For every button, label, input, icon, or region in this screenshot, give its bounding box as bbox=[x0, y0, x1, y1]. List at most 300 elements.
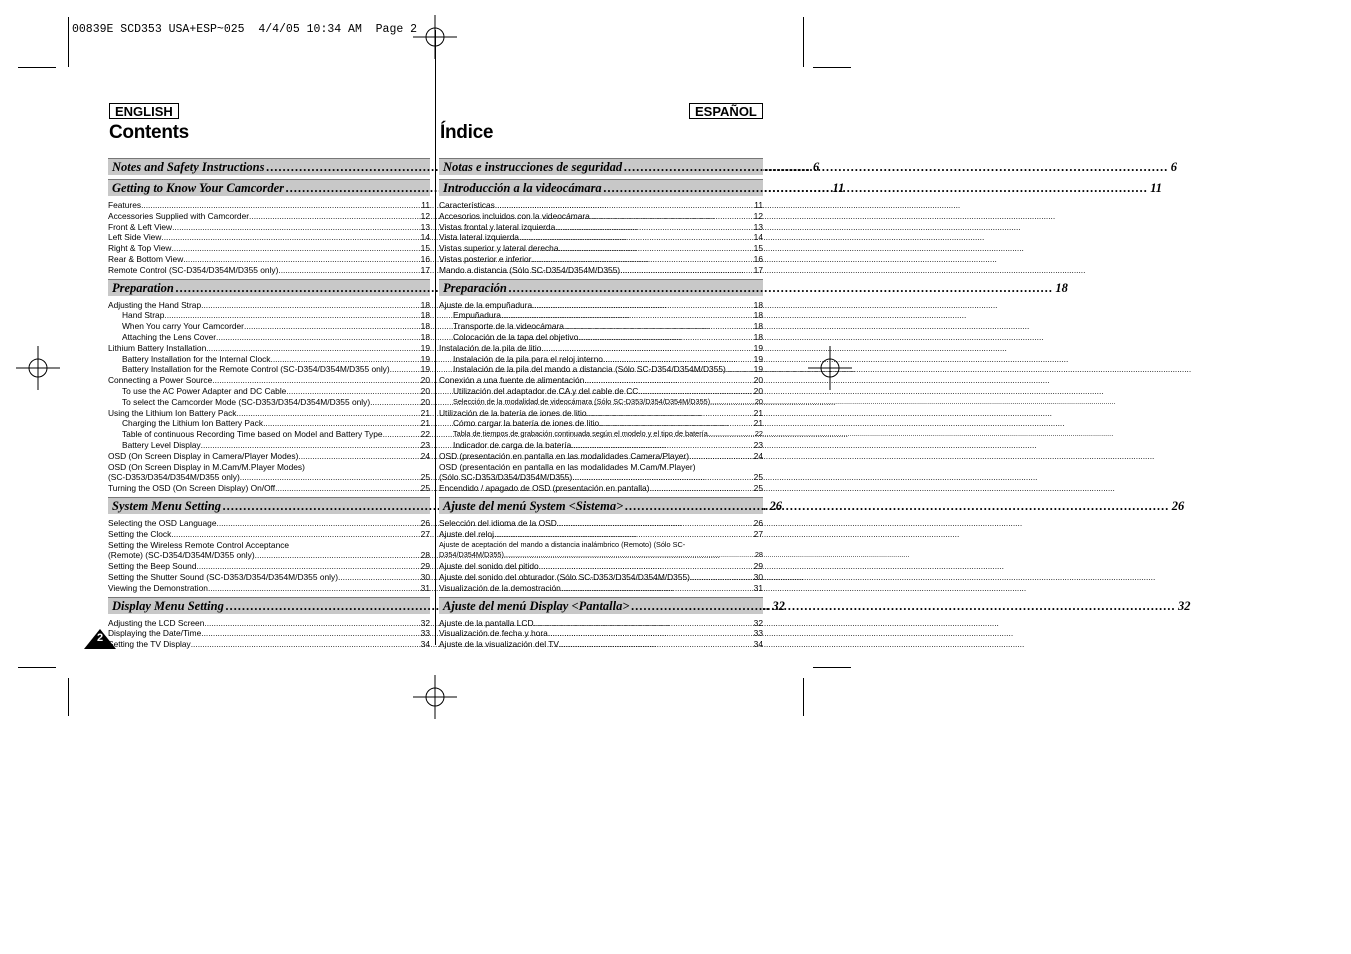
dot-leader bbox=[548, 628, 754, 639]
page-ref: 33 bbox=[420, 628, 430, 639]
entry-title: Encendido / apagado de OSD (presentación en pantalla) bbox=[439, 483, 650, 494]
toc-entry bbox=[108, 440, 430, 451]
entry-title: To select the Camcorder Mode (SC-D353/D354/D354M/D355 only) bbox=[122, 396, 371, 407]
entry-title: Preparation bbox=[112, 280, 174, 295]
page-ref: 34 bbox=[753, 639, 763, 650]
page-ref: 25 bbox=[753, 472, 763, 483]
dot-leader bbox=[624, 159, 1169, 175]
page-ref: 34 bbox=[420, 639, 430, 650]
toc-entry bbox=[439, 418, 763, 429]
entry-title: Setting the Clock bbox=[108, 528, 172, 539]
page-ref: 20 bbox=[420, 375, 430, 386]
dot-leader bbox=[504, 550, 755, 561]
dot-leader bbox=[604, 180, 1149, 196]
page-ref: 19 bbox=[753, 353, 763, 364]
entry-title: Front & Left View bbox=[108, 221, 173, 232]
registration-mark-icon bbox=[413, 15, 457, 59]
toc-entry bbox=[108, 386, 430, 397]
entry-title: Rear & Bottom View bbox=[108, 253, 184, 264]
entry-title: Selección del idioma de la OSD bbox=[439, 517, 557, 528]
dot-leader bbox=[217, 518, 421, 529]
toc-entry bbox=[439, 408, 763, 419]
toc-entry bbox=[108, 550, 430, 561]
entry-title: Empuñadura bbox=[453, 310, 501, 321]
page-ref: 30 bbox=[420, 571, 430, 582]
entry-title: Utilización del adaptador de CA y del cable de CC bbox=[453, 385, 639, 396]
entry-title: (Sólo SC-D353/D354/D354M/D355) bbox=[439, 472, 573, 483]
page-ref: 17 bbox=[420, 264, 430, 275]
page-ref: 14 bbox=[420, 232, 430, 243]
toc-entry bbox=[108, 200, 430, 211]
toc-entry bbox=[439, 472, 763, 483]
crop-mark bbox=[813, 667, 851, 668]
page-ref: 32 bbox=[753, 617, 763, 628]
page-ref: 17 bbox=[753, 264, 763, 275]
toc-entry bbox=[439, 572, 763, 583]
toc-entry bbox=[439, 561, 763, 572]
page-ref: 16 bbox=[420, 253, 430, 264]
toc-entry bbox=[108, 483, 430, 494]
dot-leader bbox=[249, 211, 421, 222]
entry-title: Preparación bbox=[443, 280, 507, 295]
entry-title: Instalación de la pila de litio bbox=[439, 342, 542, 353]
page-ref: 25 bbox=[420, 483, 430, 494]
page-ref: 18 bbox=[753, 331, 763, 342]
dot-leader bbox=[201, 628, 420, 639]
print-slug: 00839E SCD353 USA+ESP~025 4/4/05 10:34 AM Page 2 bbox=[72, 23, 418, 36]
entry-title: Instalación de la pila para el reloj interno bbox=[453, 353, 603, 364]
dot-leader bbox=[649, 483, 753, 494]
entry-title: Notes and Safety Instructions bbox=[112, 160, 265, 174]
page-ref: 25 bbox=[420, 472, 430, 483]
toc-entry bbox=[439, 618, 763, 629]
entry-title: (Remote) (SC-D354/D354M/D355 only) bbox=[108, 550, 255, 561]
toc-entry bbox=[108, 561, 430, 572]
toc-entry bbox=[108, 254, 430, 265]
entry-title: Vista lateral izquierda bbox=[439, 232, 519, 243]
page-ref: 20 bbox=[420, 385, 430, 396]
dot-leader bbox=[599, 418, 753, 429]
page-ref: 13 bbox=[753, 221, 763, 232]
toc-entry bbox=[108, 232, 430, 243]
toc-entry bbox=[439, 200, 763, 211]
dot-leader bbox=[240, 472, 421, 483]
page-ref: 6 bbox=[812, 160, 820, 174]
page-ref: 28 bbox=[420, 550, 430, 561]
dot-leader bbox=[534, 618, 754, 629]
dot-leader bbox=[278, 265, 420, 276]
entry-title: Battery Level Display bbox=[122, 439, 201, 450]
entry-title: Setting the Beep Sound bbox=[108, 561, 197, 572]
page-ref: 21 bbox=[753, 407, 763, 418]
toc-entry bbox=[439, 518, 763, 529]
page-ref: 20 bbox=[753, 385, 763, 396]
crop-mark bbox=[813, 67, 851, 68]
entry-title: Tabla de tiempos de grabación continuada según el modelo y el tipo de batería bbox=[453, 429, 708, 439]
page-ref: 20 bbox=[754, 396, 763, 406]
entry-title: Display Menu Setting bbox=[112, 598, 224, 613]
entry-title: Transporte de la videocámara bbox=[453, 321, 564, 332]
entry-title: Viewing the Demonstration bbox=[108, 582, 208, 593]
toc-entry bbox=[439, 550, 763, 561]
dot-leader bbox=[620, 265, 754, 276]
entry-title: Ajuste de la empuñadura bbox=[439, 299, 533, 310]
page-ref: 32 bbox=[772, 598, 785, 613]
toc-entry bbox=[439, 451, 763, 462]
dot-leader bbox=[171, 243, 420, 254]
dot-leader bbox=[275, 483, 421, 494]
dot-leader bbox=[572, 472, 754, 483]
toc-entry bbox=[439, 222, 763, 233]
dot-leader bbox=[255, 550, 421, 561]
page-ref: 24 bbox=[420, 450, 430, 461]
page-ref: 26 bbox=[420, 517, 430, 528]
section-heading bbox=[439, 179, 1162, 196]
toc-entry bbox=[108, 618, 430, 629]
page-ref: 18 bbox=[420, 321, 430, 332]
page-ref: 33 bbox=[753, 628, 763, 639]
dot-leader bbox=[216, 332, 421, 343]
crop-mark bbox=[803, 678, 804, 716]
toc-entry bbox=[108, 451, 430, 462]
toc-entry bbox=[439, 243, 763, 254]
dot-leader bbox=[501, 310, 754, 321]
toc-entry bbox=[439, 254, 763, 265]
dot-leader bbox=[383, 429, 421, 440]
page-ref: 18 bbox=[420, 331, 430, 342]
entry-title: Vistas superior y lateral derecha bbox=[439, 243, 559, 254]
toc-entry bbox=[108, 332, 430, 343]
entry-title: (SC-D353/D354/D354M/D355 only) bbox=[108, 472, 240, 483]
entry-title: Vistas posterior e inferior bbox=[439, 253, 532, 264]
entry-title: Utilización de la batería de iones de litio bbox=[439, 407, 587, 418]
toc-entry bbox=[439, 211, 763, 222]
dot-leader bbox=[726, 364, 754, 375]
page-ref: 19 bbox=[753, 364, 763, 375]
dot-leader bbox=[584, 375, 753, 386]
toc-entry bbox=[108, 243, 430, 254]
toc-entry bbox=[439, 583, 763, 594]
dot-leader bbox=[161, 232, 420, 243]
crop-mark bbox=[18, 67, 56, 68]
entry-title: Notas e instrucciones de seguridad bbox=[443, 160, 623, 174]
section-heading bbox=[439, 497, 1185, 514]
dot-leader bbox=[708, 429, 755, 440]
entry-title: Left Side View bbox=[108, 232, 162, 243]
page-ref: 12 bbox=[420, 210, 430, 221]
dot-leader bbox=[196, 561, 420, 572]
page-ref: 19 bbox=[420, 364, 430, 375]
entry-title: Remote Control (SC-D354/D354M/D355 only) bbox=[108, 264, 279, 275]
entry-title: OSD (presentación en pantalla en las modalidades Camera/Player) bbox=[439, 450, 689, 461]
dot-leader bbox=[263, 418, 421, 429]
page-ref: 14 bbox=[753, 232, 763, 243]
dot-leader bbox=[191, 639, 421, 650]
dot-leader bbox=[390, 364, 421, 375]
toc-entry bbox=[439, 265, 763, 276]
toc-entry bbox=[108, 583, 430, 594]
toc-entry bbox=[108, 354, 430, 365]
dot-leader bbox=[532, 300, 754, 311]
page-ref: 18 bbox=[420, 299, 430, 310]
dot-leader bbox=[298, 451, 420, 462]
entry-title: Conexión a una fuente de alimentación bbox=[439, 375, 585, 386]
dot-leader bbox=[141, 200, 421, 211]
toc-entry bbox=[439, 440, 763, 451]
toc-entry bbox=[108, 265, 430, 276]
dot-leader bbox=[201, 440, 421, 451]
page-ref: 29 bbox=[420, 561, 430, 572]
entry-title: Ajuste de la pantalla LCD bbox=[439, 617, 534, 628]
toc-entry bbox=[439, 397, 763, 408]
dot-leader bbox=[587, 408, 754, 419]
page-ref: 22 bbox=[420, 429, 430, 440]
toc-entry bbox=[108, 364, 430, 375]
entry-title: Instalación de la pila del mando a distancia (Sólo SC-D354/D354M/D355) bbox=[453, 364, 726, 375]
toc-entry bbox=[439, 529, 763, 540]
dot-leader bbox=[590, 211, 754, 222]
dot-leader bbox=[494, 529, 754, 540]
entry-title: Ajuste de aceptación del mando a distancia inalámbrico (Remoto) (Sólo SC- bbox=[439, 539, 686, 549]
page-ref: 18 bbox=[753, 299, 763, 310]
toc-entry bbox=[108, 211, 430, 222]
toc-entry bbox=[108, 639, 430, 650]
dot-leader bbox=[171, 529, 420, 540]
entry-title: Introducción a la videocámara bbox=[443, 181, 602, 195]
page-ref: 21 bbox=[420, 418, 430, 429]
dot-leader bbox=[172, 222, 421, 233]
page-ref: 11 bbox=[421, 200, 430, 210]
entry-title: Table of continuous Recording Time based on Model and Battery Type bbox=[122, 429, 383, 440]
toc-entry bbox=[108, 429, 430, 440]
entry-title: Setting the Shutter Sound (SC-D353/D354/D354M/D355 only) bbox=[108, 571, 338, 582]
dot-leader bbox=[509, 280, 1054, 296]
entry-title: Cómo cargar la batería de iones de litio bbox=[453, 418, 600, 429]
entry-title: Getting to Know Your Camcorder bbox=[112, 181, 285, 195]
page-ref: 22 bbox=[754, 429, 763, 439]
entry-title: Ajuste del reloj bbox=[439, 528, 494, 539]
section-heading bbox=[108, 279, 430, 296]
toc-entry bbox=[439, 300, 763, 311]
dot-leader bbox=[625, 498, 1170, 514]
dot-leader bbox=[539, 561, 754, 572]
page-ref: 20 bbox=[753, 375, 763, 386]
toc-entry bbox=[439, 540, 763, 551]
page-ref: 23 bbox=[753, 439, 763, 450]
toc-entry bbox=[108, 540, 430, 551]
entry-title: Características bbox=[439, 200, 495, 210]
page-ref: 11 bbox=[832, 181, 845, 195]
page-ref: 31 bbox=[420, 582, 430, 593]
entry-title: D354/D354M/D355) bbox=[439, 550, 504, 560]
dot-leader bbox=[689, 451, 754, 462]
toc-entry bbox=[108, 472, 430, 483]
page-ref: 18 bbox=[753, 321, 763, 332]
section-heading bbox=[439, 158, 1177, 175]
registration-mark-icon bbox=[16, 346, 60, 390]
toc-entry bbox=[108, 222, 430, 233]
dot-leader bbox=[561, 583, 754, 594]
english-label: ENGLISH bbox=[109, 103, 179, 119]
toc-entry bbox=[108, 310, 430, 321]
dot-leader bbox=[531, 254, 753, 265]
entry-title: Adjusting the Hand Strap bbox=[108, 299, 202, 310]
dot-leader bbox=[236, 408, 420, 419]
toc-entry bbox=[439, 321, 763, 332]
dot-leader bbox=[564, 321, 754, 332]
toc-entry bbox=[108, 408, 430, 419]
toc-entry bbox=[439, 310, 763, 321]
dot-leader bbox=[244, 321, 421, 332]
toc-entry bbox=[108, 529, 430, 540]
page-ref: 6 bbox=[1170, 160, 1177, 174]
indice-title: Índice bbox=[440, 122, 494, 143]
page-ref: 32 bbox=[1177, 598, 1191, 613]
dot-leader bbox=[690, 572, 754, 583]
dot-leader bbox=[519, 232, 754, 243]
entry-title: Accessories Supplied with Camcorder bbox=[108, 210, 250, 221]
entry-title: Indicador de carga de la batería bbox=[453, 439, 572, 450]
page-ref: 18 bbox=[420, 310, 430, 321]
dot-leader bbox=[555, 222, 753, 233]
toc-entry bbox=[439, 639, 763, 650]
spanish-toc bbox=[439, 155, 1191, 650]
toc-entry bbox=[108, 375, 430, 386]
page-ref: 25 bbox=[753, 483, 763, 494]
entry-title: Right & Top View bbox=[108, 243, 172, 254]
dot-leader bbox=[286, 386, 420, 397]
page-ref: 19 bbox=[753, 342, 763, 353]
page-ref: 18 bbox=[1055, 280, 1068, 295]
entry-title: Ajuste del sonido del obturador (Sólo SC-D353/D354/D354M/D355) bbox=[439, 571, 690, 582]
dot-leader bbox=[271, 354, 421, 365]
page-ref: 18 bbox=[753, 310, 763, 321]
toc-entry bbox=[439, 375, 763, 386]
dot-leader bbox=[164, 310, 420, 321]
entry-title: OSD (presentación en pantalla en las modalidades M.Cam/M.Player) bbox=[439, 461, 696, 472]
entry-title: To use the AC Power Adapter and DC Cable bbox=[122, 385, 287, 396]
page-ref: 21 bbox=[753, 418, 763, 429]
toc-entry bbox=[439, 628, 763, 639]
dot-leader bbox=[571, 440, 753, 451]
entry-title: Charging the Lithium Ion Battery Pack bbox=[122, 418, 264, 429]
dot-leader bbox=[578, 332, 753, 343]
toc-entry bbox=[108, 321, 430, 332]
toc-entry bbox=[108, 462, 430, 473]
page-ref: 26 bbox=[769, 498, 783, 513]
entry-title: Adjusting the LCD Screen bbox=[108, 617, 205, 628]
page-ref: 29 bbox=[753, 561, 763, 572]
entry-title: Turning the OSD (On Screen Display) On/Off bbox=[108, 483, 276, 494]
crop-mark bbox=[68, 678, 69, 716]
entry-title: Connecting a Power Source bbox=[108, 375, 213, 386]
page-number: 2 bbox=[96, 632, 104, 644]
entry-title: Mando a distancia (Sólo SC-D354/D354M/D355) bbox=[439, 264, 621, 275]
page-ref: 12 bbox=[753, 210, 763, 221]
crop-mark bbox=[68, 17, 69, 67]
entry-title: Selecting the OSD Language bbox=[108, 517, 217, 528]
dot-leader bbox=[338, 572, 421, 583]
entry-title: Visualización de la demostración bbox=[439, 582, 561, 593]
dot-leader bbox=[710, 397, 755, 408]
toc-entry bbox=[439, 483, 763, 494]
dot-leader bbox=[541, 343, 753, 354]
page-ref: 23 bbox=[420, 439, 430, 450]
dot-leader bbox=[603, 354, 754, 365]
entry-title: Displaying the Date/Time bbox=[108, 628, 202, 639]
dot-leader bbox=[212, 375, 420, 386]
page-ref: 20 bbox=[420, 396, 430, 407]
page-ref: 19 bbox=[420, 342, 430, 353]
page-ref: 11 bbox=[1150, 181, 1162, 195]
toc-entry bbox=[108, 628, 430, 639]
entry-title: When You carry Your Camcorder bbox=[122, 321, 244, 332]
entry-title: Ajuste de la visualización del TV bbox=[439, 639, 559, 650]
toc-entry bbox=[439, 232, 763, 243]
dot-leader bbox=[559, 639, 754, 650]
spanish-label: ESPAÑOL bbox=[689, 103, 763, 119]
registration-mark-icon bbox=[413, 675, 457, 719]
entry-title: OSD (On Screen Display in Camera/Player Modes) bbox=[108, 450, 299, 461]
page-ref: 13 bbox=[420, 221, 430, 232]
toc-entry bbox=[108, 518, 430, 529]
entry-title: Attaching the Lens Cover bbox=[122, 331, 217, 342]
entry-title: Ajuste del sonido del pitido bbox=[439, 561, 539, 572]
toc-entry bbox=[439, 354, 763, 365]
dot-leader bbox=[631, 598, 1176, 614]
entry-title: Features bbox=[108, 200, 142, 210]
page-ref: 19 bbox=[420, 353, 430, 364]
toc-entry bbox=[439, 429, 763, 440]
section-heading bbox=[439, 597, 1191, 614]
entry-title: Lithium Battery Installation bbox=[108, 342, 207, 353]
page-ref: 15 bbox=[753, 243, 763, 254]
toc-entry bbox=[439, 343, 763, 354]
toc-entry bbox=[108, 572, 430, 583]
page-ref: 30 bbox=[753, 571, 763, 582]
entry-title: Ajuste del menú Display <Pantalla> bbox=[443, 598, 630, 613]
dot-leader bbox=[638, 386, 753, 397]
toc-entry bbox=[108, 300, 430, 311]
toc-entry bbox=[108, 418, 430, 429]
toc-entry bbox=[108, 397, 430, 408]
dot-leader bbox=[208, 583, 421, 594]
entry-title: Battery Installation for the Internal Clock bbox=[122, 353, 271, 364]
dot-leader bbox=[557, 518, 754, 529]
entry-title: Setting the TV Display bbox=[108, 639, 191, 650]
page-ref: 31 bbox=[753, 582, 763, 593]
entry-title: Battery Installation for the Remote Control (SC-D354/D354M/D355 only) bbox=[122, 364, 390, 375]
toc-entry bbox=[108, 343, 430, 354]
page-ref: 15 bbox=[420, 243, 430, 254]
page-ref: 21 bbox=[420, 407, 430, 418]
page-ref: 26 bbox=[1171, 498, 1185, 513]
crop-mark bbox=[803, 17, 804, 67]
entry-title: Vistas frontal y lateral izquierda bbox=[439, 221, 556, 232]
entry-title: Hand Strap bbox=[122, 310, 165, 321]
toc-entry bbox=[439, 386, 763, 397]
entry-title: Setting the Wireless Remote Control Acceptance bbox=[108, 539, 290, 550]
dot-leader bbox=[201, 300, 421, 311]
entry-title: Visualización de fecha y hora bbox=[439, 628, 548, 639]
entry-title: Using the Lithium Ion Battery Pack bbox=[108, 407, 237, 418]
contents-title: Contents bbox=[109, 122, 189, 143]
dot-leader bbox=[558, 243, 753, 254]
dot-leader bbox=[495, 200, 754, 211]
toc-entry bbox=[439, 462, 763, 473]
entry-title: Accesorios incluidos con la videocámara bbox=[439, 210, 590, 221]
entry-title: System Menu Setting bbox=[112, 498, 222, 513]
